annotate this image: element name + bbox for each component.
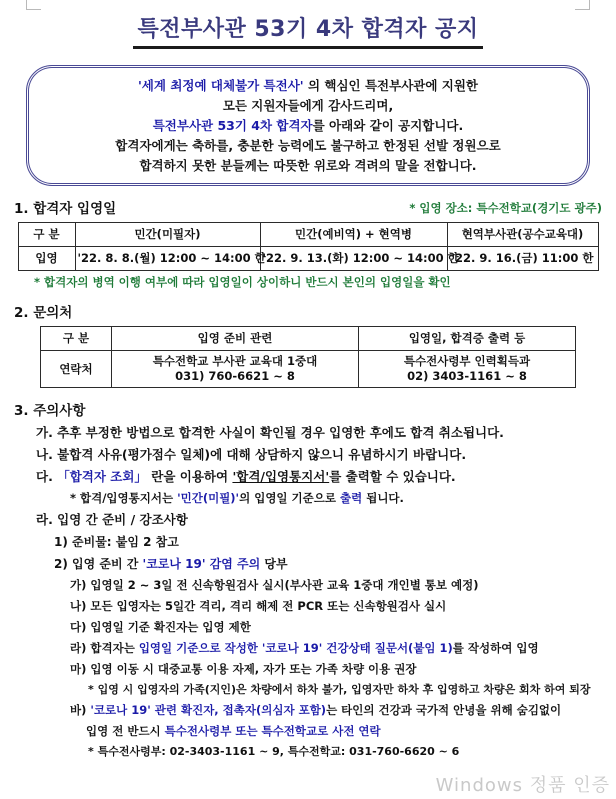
- intro-line: [33, 116, 583, 136]
- notice-da-sub-action: 출력: [339, 491, 363, 505]
- table-cell: '22. 8. 8.(월) 12:00 ~ 14:00 한: [75, 247, 260, 271]
- notice-subitem-ma-note: * 입영 시 입영자의 가족(지인)은 차량에서 하차 불가, 입영자만 하차 후 입영하고 차량은 회차 하여 퇴장: [88, 683, 591, 696]
- windows-activation-watermark: Windows 정품 인증: [435, 775, 610, 796]
- table-header-cell: 구 분: [18, 223, 75, 247]
- table-header-cell: 구 분: [41, 327, 112, 351]
- table-cell: 입영: [18, 247, 75, 271]
- crop-mark-top-right: [575, 0, 590, 10]
- notice-da-doc-name: '합격/입영통지서': [232, 469, 330, 484]
- section-notices: [0, 399, 616, 762]
- section-1-location-note: * 입영 장소: 특수전학교(경기도 광주): [409, 201, 602, 215]
- notice-item-na: 나. 불합격 사유(평가점수 일체)에 대해 상담하지 않으니 유념하시기 바랍니다.: [36, 447, 467, 462]
- table-header-cell: 민간(미필자): [75, 223, 260, 247]
- intro-line: [33, 76, 583, 96]
- notice-subba-suffix: 는 타인의 건강과 국가적 안녕을 위해 숨김없이: [326, 703, 562, 717]
- contact-table: [40, 326, 576, 388]
- table-header-cell: 입영일, 합격증 출력 등: [359, 327, 576, 351]
- notice-item-ga: 가. 추후 부정한 방법으로 합격한 사실이 확인될 경우 입영한 후에도 합격 취소됩니다.: [36, 425, 504, 440]
- table-cell-contact-command: [359, 351, 576, 388]
- intro-line-1-dark: 의 핵심인 특전부사관에 지원한: [303, 78, 478, 93]
- section-1-footnote: * 합격자의 병역 이행 여부에 따라 입영일이 상이하니 반드시 본인의 입영일을 확인: [34, 275, 451, 289]
- notice-subra-prefix: 라) 합격자는: [70, 641, 139, 655]
- notice-subitem-ba: [70, 700, 602, 721]
- notice-item-da-subnote: [70, 488, 602, 509]
- table-header-cell: 민간(예비역) + 현역병: [260, 223, 447, 247]
- intro-line: [33, 96, 583, 116]
- table-header-cell: 현역부사관(공수교육대): [447, 223, 598, 247]
- notice-da-prefix: 다.: [36, 469, 58, 484]
- notice-item-ra-1: 1) 준비물: 붙임 2 참고: [54, 535, 179, 549]
- notice-subitem-da: 다) 입영일 기준 확진자는 입영 제한: [70, 620, 251, 634]
- notice-subba-line2-prefix: 입영 전 반드시: [86, 724, 165, 738]
- intro-message-box: [26, 65, 590, 186]
- notice-da-mid: 란을 이용하여: [146, 469, 233, 484]
- section-contact: [0, 301, 616, 388]
- notice-subitem-na: 나) 모든 입영자는 5일간 격리, 격리 해제 전 PCR 또는 신속항원검사 실시: [70, 599, 447, 613]
- intro-line-5-dark: 합격하지 못한 분들께는 따뜻한 위로와 격려의 말을 전합니다.: [139, 158, 477, 173]
- intro-line-3-blue: 특전부사관 53기 4차 합격자: [152, 118, 313, 133]
- notice-ra2-suffix: 당부: [260, 557, 288, 571]
- table-header-cell: 입영 준비 관련: [112, 327, 359, 351]
- title-area: [0, 0, 616, 49]
- notice-item-da: [36, 466, 602, 488]
- notice-subba-covid-label: '코로나 19' 관련 확진자, 접촉자(의심자 포함): [90, 703, 327, 717]
- section-3-title: 3. 주의사항: [14, 403, 86, 419]
- crop-mark-top-left: [26, 0, 41, 10]
- intro-line-3-dark: 를 아래와 같이 공지합니다.: [312, 118, 464, 133]
- notice-subitem-ra: [70, 638, 602, 659]
- contact-command-phone: 02) 3403-1161 ~ 8: [407, 369, 527, 383]
- page-title: 특전부사관 53기 4차 합격자 공지: [133, 12, 482, 49]
- notice-item-ra-2: [54, 553, 602, 575]
- notice-da-sub-category: '민간(미필)': [177, 491, 240, 505]
- notice-item-ra: 라. 입영 간 준비 / 강조사항: [36, 512, 188, 527]
- notice-da-sub-mid: 의 입영일 기준으로: [239, 491, 340, 505]
- notice-ra2-prefix: 2) 입영 준비 간: [54, 557, 143, 571]
- contact-school-phone: 031) 760-6621 ~ 8: [175, 369, 295, 383]
- notice-subra-suffix: 를 작성하여 입영: [452, 641, 539, 655]
- enlistment-date-table: [18, 222, 599, 271]
- intro-line-1-blue: '세계 최정예 대체불가 특전사': [137, 78, 304, 93]
- section-2-title: 2. 문의처: [14, 305, 73, 321]
- table-row: [41, 351, 576, 388]
- table-cell-label: 연락처: [41, 351, 112, 388]
- intro-line-4-dark: 합격자에게는 축하를, 충분한 능력에도 불구하고 한정된 선발 정원으로: [115, 138, 501, 153]
- notice-list: [14, 422, 602, 762]
- section-enlistment-date: [0, 197, 616, 290]
- notice-ra2-covid-label: '코로나 19' 감염 주의: [142, 557, 261, 571]
- notice-subitem-ba-note: * 특수전사령부: 02-3403-1161 ~ 9, 특수전학교: 031-760-6620 ~ 6: [88, 745, 460, 758]
- notice-subitem-ga: 가) 입영일 2 ~ 3일 전 신속항원검사 실시(부사관 교육 1중대 개인별 통보 예정): [70, 578, 479, 592]
- table-row: [18, 247, 598, 271]
- table-cell: '22. 9. 16.(금) 11:00 한: [447, 247, 598, 271]
- notice-subba-line2-contact: 특수전사령부 또는 특수전학교로 사전 연락: [164, 724, 381, 738]
- contact-school-name: 특수전학교 부사관 교육대 1중대: [152, 354, 318, 368]
- section-1-title: 1. 합격자 입영일: [14, 201, 117, 217]
- contact-command-name: 특수전사령부 인력획득과: [403, 354, 531, 368]
- intro-line-2-dark: 모든 지원자들에게 감사드리며,: [222, 98, 394, 113]
- notice-da-link-label: 「합격자 조회」: [57, 469, 147, 484]
- intro-line: [33, 156, 583, 176]
- section-1-header-row: [14, 197, 602, 217]
- notice-subitem-ba-line2: [86, 721, 602, 742]
- notice-da-sub-prefix: * 합격/입영통지서는: [70, 491, 178, 505]
- notice-subitem-ma: 마) 입영 이동 시 대중교통 이용 자제, 자가 또는 가족 차량 이용 권장: [70, 662, 417, 676]
- table-header-row: [41, 327, 576, 351]
- table-header-row: [18, 223, 598, 247]
- intro-line: [33, 136, 583, 156]
- table-cell-contact-school: [112, 351, 359, 388]
- notice-da-suffix: 를 출력할 수 있습니다.: [329, 469, 456, 484]
- notice-subra-form-label: 입영일 기준으로 작성한 '코로나 19' 건강상태 질문서(붙임 1): [138, 641, 453, 655]
- table-cell: '22. 9. 13.(화) 12:00 ~ 14:00 한: [260, 247, 447, 271]
- notice-da-sub-suffix: 됩니다.: [362, 491, 404, 505]
- notice-subba-prefix: 바): [70, 703, 91, 717]
